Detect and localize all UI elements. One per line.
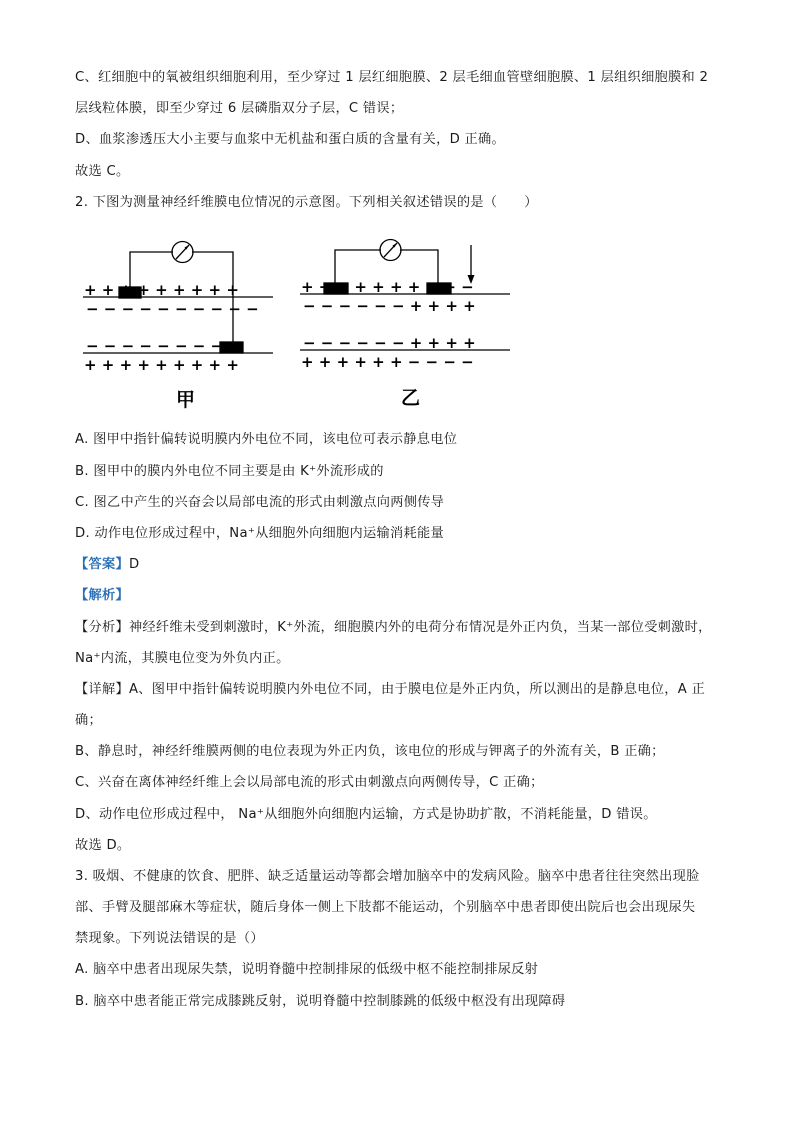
option-a: A. 脑卒中患者出现尿失禁，说明脊髓中控制排尿的低级中枢不能控制排尿反射 bbox=[75, 962, 539, 977]
text-line: 层线粒体膜，即至少穿过 6 层磷脂双分子层，C 错误； bbox=[75, 101, 404, 116]
text-line: C、红细胞中的氧被组织细胞利用，至少穿过 1 层红细胞膜、2 层毛细血管壁细胞膜、1 层组织细胞膜和 2 bbox=[75, 70, 709, 85]
yi-label: 乙 bbox=[401, 387, 421, 409]
membrane-potential-figure bbox=[78, 226, 523, 416]
question-2-stem: 2. 下图为测量神经纤维膜电位情况的示意图。下列相关叙述错误的是（ ） bbox=[75, 195, 538, 210]
text-line: B、静息时，神经纤维膜两侧的电位表现为外正内负，该电位的形成与钾离子的外流有关，B 正确； bbox=[75, 744, 665, 759]
text-line: 故选 D。 bbox=[75, 838, 131, 853]
text-line: D、血浆渗透压大小主要与血浆中无机盐和蛋白质的含量有关，D 正确。 bbox=[75, 132, 506, 147]
option-b: B. 图甲中的膜内外电位不同主要是由 K⁺外流形成的 bbox=[75, 464, 384, 479]
yi-inner-bottom-charges: − − − − − − + + + + bbox=[303, 334, 476, 352]
option-c: C. 图乙中产生的兴奋会以局部电流的形式由刺激点向两侧传导 bbox=[75, 495, 445, 510]
answer-value: D bbox=[128, 557, 140, 572]
text-line: 【详解】A、图甲中指针偏转说明膜内外电位不同，由于膜电位是外正内负，所以测出的是静息电位，A 正 bbox=[75, 682, 706, 697]
text-line: Na⁺内流，其膜电位变为外负内正。 bbox=[75, 651, 290, 666]
text-line: C、兴奋在离体神经纤维上会以局部电流的形式由刺激点向两侧传导，C 正确； bbox=[75, 775, 544, 790]
option-d: D. 动作电位形成过程中，Na⁺从细胞外向细胞内运输消耗能量 bbox=[75, 526, 444, 541]
yi-outer-bottom-charges: + + + + + + − − − − bbox=[301, 353, 474, 371]
option-a: A. 图甲中指针偏转说明膜内外电位不同，该电位可表示静息电位 bbox=[75, 432, 458, 447]
yi-inner-top-charges: − − − − − − + + + + bbox=[303, 297, 476, 315]
analysis-label: 【解析】 bbox=[75, 588, 129, 603]
jia-inner-bottom-charges: − − − − − − − − − bbox=[86, 337, 241, 355]
text-line: D、动作电位形成过程中， Na⁺从细胞外向细胞内运输，方式是协助扩散，不消耗能量，D 错误。 bbox=[75, 807, 657, 822]
answer-label: 【答案】 bbox=[75, 557, 129, 572]
text-line: 禁现象。下列说法错误的是（） bbox=[75, 931, 264, 946]
text-line: 【分析】神经纤维未受到刺激时，K⁺外流，细胞膜内外的电荷分布情况是外正内负，当某一部位受刺激时， bbox=[75, 620, 712, 635]
jia-label: 甲 bbox=[176, 389, 196, 411]
text-line: 确； bbox=[75, 713, 102, 728]
answer-line bbox=[75, 555, 139, 575]
yi-outer-top-charges: + + + + + + + + − − bbox=[301, 278, 474, 296]
jia-outer-top-charges: + + + + + + + + + bbox=[84, 281, 239, 299]
analysis-heading bbox=[75, 586, 129, 606]
jia-outer-bottom-charges: + + + + + + + + + bbox=[84, 356, 239, 374]
text-line: 故选 C。 bbox=[75, 164, 130, 179]
option-b: B. 脑卒中患者能正常完成膝跳反射，说明脊髓中控制膝跳的低级中枢没有出现障碍 bbox=[75, 994, 566, 1009]
question-3-stem: 3. 吸烟、不健康的饮食、肥胖、缺乏适量运动等都会增加脑卒中的发病风险。脑卒中患者往往突然出现脸 bbox=[75, 869, 700, 884]
text-line: 部、手臂及腿部麻木等症状，随后身体一侧上下肢都不能运动，个别脑卒中患者即使出院后也会出现尿失 bbox=[75, 900, 696, 915]
jia-inner-top-charges: − − − − − − − − − − bbox=[86, 300, 259, 318]
